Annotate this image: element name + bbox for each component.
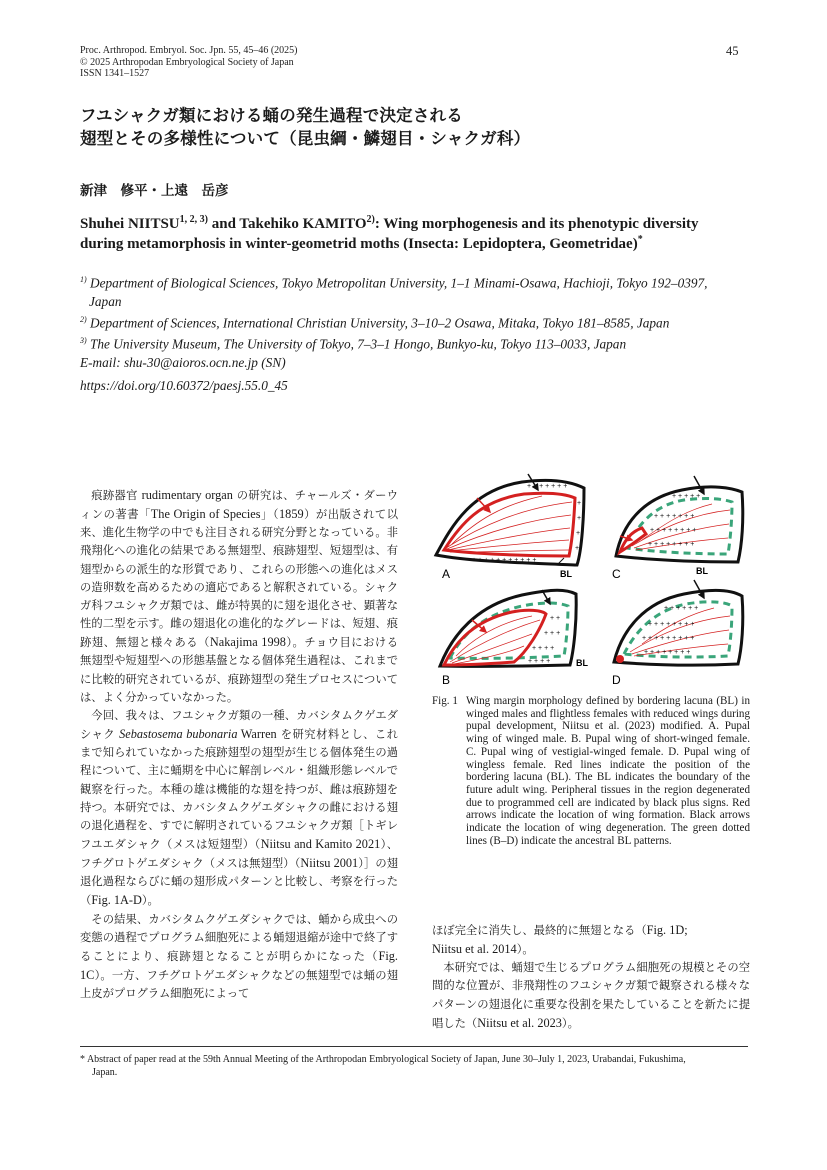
panel-label-c: C xyxy=(612,567,621,581)
issn-line: ISSN 1341–1527 xyxy=(80,68,150,79)
affiliation-2: $^{2)}$ Department of Sciences, International Christian University, 3–10–2 Osawa, Mitaka, Tokyo 181–8585, Japan xyxy=(80,314,670,331)
svg-text:+ + + + + + +: + + + + + + + xyxy=(527,483,568,490)
footnote-star: * xyxy=(80,1054,85,1065)
svg-text:+ + + + + + + +: + + + + + + + + xyxy=(644,649,691,656)
footnote-line2: Japan. xyxy=(92,1067,118,1078)
paragraph-1: 痕跡器官 rudimentary organ の研究は、チャールズ・ダーウィンの著書「The Origin of Species」（1859）が出版されて以来、進化生物学の中でも注目される研究分野となっている。非飛翔化への進化の結果である無翅型、痕跡翅型、短翅型は、有翅型からの派生的な形質であり、これらの形態への進化はメスの造卵数を高めるための適応であると解釈されている。シャクガ科フユシャクガ類では、雌が特異的に翅を退化させ、顕著な性的二型を示す。雌の翅退化の進化的なグレードは、短翅、痕跡翅、無翅と様々ある（Nakajima 1998）。チョウ目における無翅型や短翅型への形態基盤となる個体発生過程は、これまでに比較的研究されているが、痕跡翅型の発生プロセスについては、よく分かっていなかった。 xyxy=(80,488,398,704)
svg-text:+ + + + + + + + +: + + + + + + + + + xyxy=(642,635,695,642)
footnote-divider xyxy=(80,1046,748,1047)
panel-b-wing xyxy=(440,590,576,666)
svg-text:+ + + + + + + +: + + + + + + + + xyxy=(650,527,697,534)
email[interactable]: E-mail: shu-30@aioros.ocn.ne.jp (SN) xyxy=(80,355,286,371)
panel-a-wing xyxy=(436,474,584,565)
footnote-line1: Abstract of paper read at the 59th Annual Meeting of the Arthropodan Embryological Society of Japan, June 30–July 1, 2023, Urabandai, Fukushima, xyxy=(85,1054,686,1065)
affiliation-1: $^{1)}$ Department of Biological Sciences, Tokyo Metropolitan University, 1–1 Minami-Osawa, Hachioji, Tokyo 192–0397, xyxy=(80,275,708,291)
journal-header xyxy=(80,45,298,80)
body-right-column xyxy=(432,921,750,1033)
journal-citation: Proc. Arthropod. Embryol. Soc. Jpn. 55, 45–46 (2025) xyxy=(80,45,298,56)
caption-text: Wing margin morphology defined by bordering lacuna (BL) in winged males and flightless females with reduced wings during pupal development, Niitsu et al. (2023) modified. A. Pupal wing of winged male. B. Pupal wing of short-winged female. C. Pupal wing of vestigial-winged female. D. Pupal wing of wingless female. Red lines indicate the position of the bordering lacuna (BL). The BL indicates the boundary of the future adult wing. Peripheral tissues in the region degenerated due to programmed cell are indicated by black plus signs. Red arrows indicate the location of wing formation. Black arrows indicate the location of wing degeneration. The green dotted lines (B–D) indicate the ancestral BL patterns. xyxy=(466,695,750,847)
svg-text:+ + + + +: + + + + + xyxy=(672,493,701,500)
author-kamito: and Takehiko KAMITO xyxy=(207,216,367,232)
paragraph-2: 今回、我々は、フユシャクガ類の一種、カバシタムクゲエダシャク Sebastosema bubonaria Warren を研究材料とし、これまで知られていなかった痕跡翅型の翅型が生じる個体発生の過程について、主に蛹期を中心に解剖レベル・組織形態レベルで観察を行った。本種の雄は機能的な翅を持つが、雌は痕跡翅を持つ。本研究では、カバシタムクゲエダシャクの雌における翅の退化過程を、すでに解明されているフユシャクガ類［トギレフユエダシャク（メスは短翅型）（Niitsu and Kamito 2021）、フチグロトゲエダシャク（メスは無翅型）（Niitsu 2001）］の翅退化過程ならびに蛹の翅形成パターンと比較し、考察を行った（Fig. 1A-D）。 xyxy=(80,708,398,908)
panel-label-a: A xyxy=(442,567,451,581)
svg-text:+: + xyxy=(577,500,582,507)
title-english xyxy=(80,214,699,254)
svg-text:+ + + + + + + + + + +: + + + + + + + + + + + xyxy=(472,557,537,564)
title-japanese-line1: フユシャクガ類における蛹の発生過程で決定される xyxy=(80,106,463,125)
svg-text:+ + + + + + + +: + + + + + + + + xyxy=(648,541,695,548)
figure-1 xyxy=(432,470,750,692)
svg-text:+ + + +: + + + + xyxy=(528,658,551,665)
svg-text:+: + xyxy=(575,545,580,552)
bl-label-a: BL xyxy=(560,569,572,579)
caption-label: Fig. 1 xyxy=(432,695,458,707)
footnote xyxy=(80,1053,748,1079)
svg-text:+ + + + + + +: + + + + + + + xyxy=(654,513,695,520)
bl-label-c: BL xyxy=(696,566,708,576)
title-english-text1: : Wing morphogenesis and its phenotypic diversity xyxy=(374,216,699,232)
bl-label-b: BL xyxy=(576,658,588,668)
panel-d-wing xyxy=(614,580,743,665)
svg-text:+ +: + + xyxy=(550,615,561,622)
title-english-line2: during metamorphosis in winter-geometrid moths (Insecta: Lepidoptera, Geometridae)* xyxy=(80,234,643,252)
paragraph-4: ほぼ完全に消失し、最終的に無翅となる（Fig. 1D; Niitsu et al. 2014）。 xyxy=(432,923,688,957)
doi-link[interactable]: https://doi.org/10.60372/paesj.55.0_45 xyxy=(80,378,288,393)
svg-text:+ + + + + + + +: + + + + + + + + xyxy=(648,621,695,628)
panel-c-wing xyxy=(616,476,743,562)
author1-affil-sup: 1, 2, 3) xyxy=(179,214,208,225)
affiliation-1-continued: Japan xyxy=(89,293,122,309)
author-niitsu: Shuhei NIITSU xyxy=(80,216,180,232)
affiliation-3: $^{3)}$ The University Museum, The University of Tokyo, 7–3–1 Hongo, Bunkyo-ku, Tokyo 113–0033, Japan xyxy=(80,336,627,352)
title-japanese-line2: 翅型とその多様性について（昆虫綱・鱗翅目・シャクガ科） xyxy=(80,129,531,148)
copyright-line: © 2025 Arthropodan Embryological Society of Japan xyxy=(80,56,294,68)
svg-text:+ + + + + +: + + + + + + xyxy=(664,605,699,612)
affiliations xyxy=(80,271,740,372)
page-number: 45 xyxy=(726,44,739,58)
title-english-line1 xyxy=(80,214,699,234)
panel-label-b: B xyxy=(442,673,451,687)
svg-text:+: + xyxy=(576,530,581,537)
paragraph-3: その結果、カバシタムクゲエダシャクでは、蛹から成虫への変態の過程でプログラム細胞死による蛹翅退縮が途中で終了することにより、痕跡翅となることが明らかになった（Fig. 1C）。一方、フチグロトゲエダシャクなどの無翅型では蛹の翅上皮がプログラム細胞死によって xyxy=(80,912,398,1001)
body-left-column xyxy=(80,486,398,1003)
paragraph-5: 本研究では、蛹翅で生じるプログラム細胞死の規模とその空間的な位置が、非飛翔性のフユシャクガ類で観察される様々なパターンの翅退化に重要な役割を果たしていることを新たに提唱した（Niitsu et al. 2023）。 xyxy=(432,961,750,1030)
panel-label-d: D xyxy=(612,673,621,687)
svg-text:+ + +: + + + xyxy=(544,630,561,637)
svg-text:+ + + +: + + + + xyxy=(532,645,555,652)
svg-text:+: + xyxy=(577,515,582,522)
authors-japanese: 新津 修平・上遠 岳彦 xyxy=(80,183,229,199)
title-japanese xyxy=(80,104,530,150)
author2-affil-sup: 2) xyxy=(366,214,375,225)
title-footnote-star: * xyxy=(637,234,643,245)
